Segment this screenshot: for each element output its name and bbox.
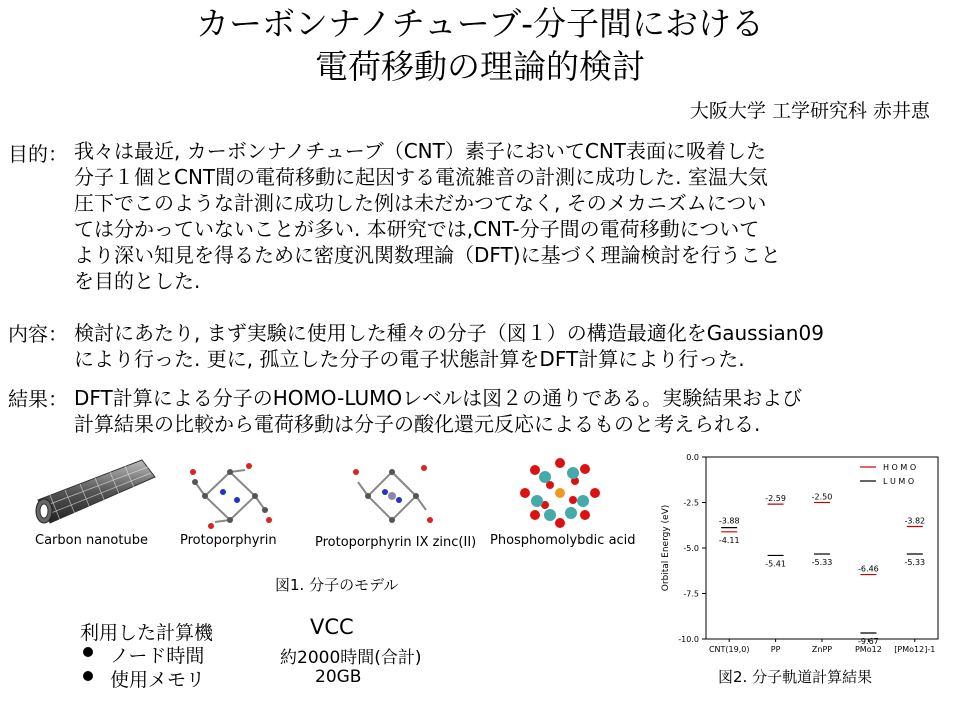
orbital-energy-chart (650, 448, 950, 660)
result-text: DFT計算による分子のHOMO-LUMOレベルは図２の通りである。実験結果および 計算結果の比較から電荷移動は分子の酸化還元反応によるものと考えられる. (74, 386, 803, 436)
x-tick-label: [PMo12]-1 (894, 645, 936, 654)
result-label: 結果： (8, 387, 68, 411)
y-tick-label: -5.0 (683, 544, 699, 553)
node-time-value: 約2000時間(合計) (280, 648, 422, 668)
legend-lumo-label: L U M O (883, 477, 915, 486)
purpose-text: 我々は最近, カーボンナノチューブ（CNT）素子においてCNT表面に吸着した 分子１個とCNT間の電荷移動に起因する電流雑音の計測に成功した. 室温大気 圧下でこのような計測に成功した例は未だかつてなく, そのメカニズムについ ては分かっていないことが多い. 本研究では,CNT-分子間の電荷移動について より深い知見を得るために密度汎関数理論（DFT)に基づく理論検討を行うこと を目的とした. (74, 139, 781, 293)
author-affiliation: 大阪大学 工学研究科 赤井恵 (689, 100, 930, 122)
homo-data-label: -2.50 (811, 492, 833, 502)
molecule-label-pmo12: Phosphomolybdic acid (490, 533, 636, 548)
memory-label: 使用メモリ (110, 669, 206, 691)
phosphomolybdic-acid-image (515, 455, 605, 530)
bullet-dot (83, 647, 93, 657)
molecule-label-cnt: Carbon nanotube (35, 533, 148, 548)
figure2-caption: 図2. 分子軌道計算結果 (718, 668, 873, 686)
y-tick-label: -2.5 (683, 498, 699, 508)
molecule-label-pp: Protoporphyrin (180, 533, 277, 548)
computer-heading-value: VCC (310, 615, 354, 639)
content-label: 内容： (8, 322, 68, 346)
lumo-data-label: -3.88 (718, 516, 740, 526)
bullet-dot (83, 671, 93, 681)
homo-data-label: -3.82 (904, 516, 926, 526)
lumo-data-label: -9.67 (858, 636, 879, 646)
x-tick-label: PP (770, 645, 781, 654)
lumo-data-label: -5.33 (811, 558, 833, 568)
title-line-2: 電荷移動の理論的検討 (315, 47, 645, 86)
legend-homo-label: H O M O (883, 463, 917, 472)
purpose-label: 目的： (8, 142, 68, 166)
x-tick-label: ZnPP (811, 645, 833, 654)
figure1-caption: 図1. 分子のモデル (275, 576, 399, 594)
x-tick-label: CNT(19,0) (708, 645, 750, 654)
content-text: 検討にあたり, まず実験に使用した種々の分子（図１）の構造最適化をGaussian09 により行った. 更に, 孤立した分子の電子状態計算をDFT計算により行った. (74, 321, 824, 371)
homo-data-label: -6.46 (858, 564, 879, 574)
memory-value: 20GB (315, 667, 362, 687)
node-time-label: ノード時間 (110, 645, 205, 667)
y-tick-label: 0.0 (686, 453, 699, 462)
molecule-label-znpp: Protoporphyrin IX zinc(II) (315, 535, 477, 550)
x-tick-label: PMo12 (854, 645, 882, 654)
y-tick-label: -7.5 (683, 589, 699, 599)
y-axis-title: Orbital Energy (eV) (661, 504, 671, 592)
computer-heading-label: 利用した計算機 (80, 622, 214, 644)
lumo-data-label: -5.33 (904, 558, 926, 568)
lumo-data-label: -5.41 (765, 559, 786, 569)
protoporphyrin-image (185, 462, 275, 530)
y-tick-label: -10.0 (678, 635, 699, 644)
homo-data-label: -2.59 (765, 494, 786, 504)
chart-legend (860, 463, 916, 486)
carbon-nanotube-image (30, 455, 160, 530)
homo-data-label: -4.11 (718, 535, 740, 545)
protoporphyrin-zinc-image (350, 462, 435, 530)
title-line-1: カーボンナノチューブ-分子間における (196, 4, 764, 43)
